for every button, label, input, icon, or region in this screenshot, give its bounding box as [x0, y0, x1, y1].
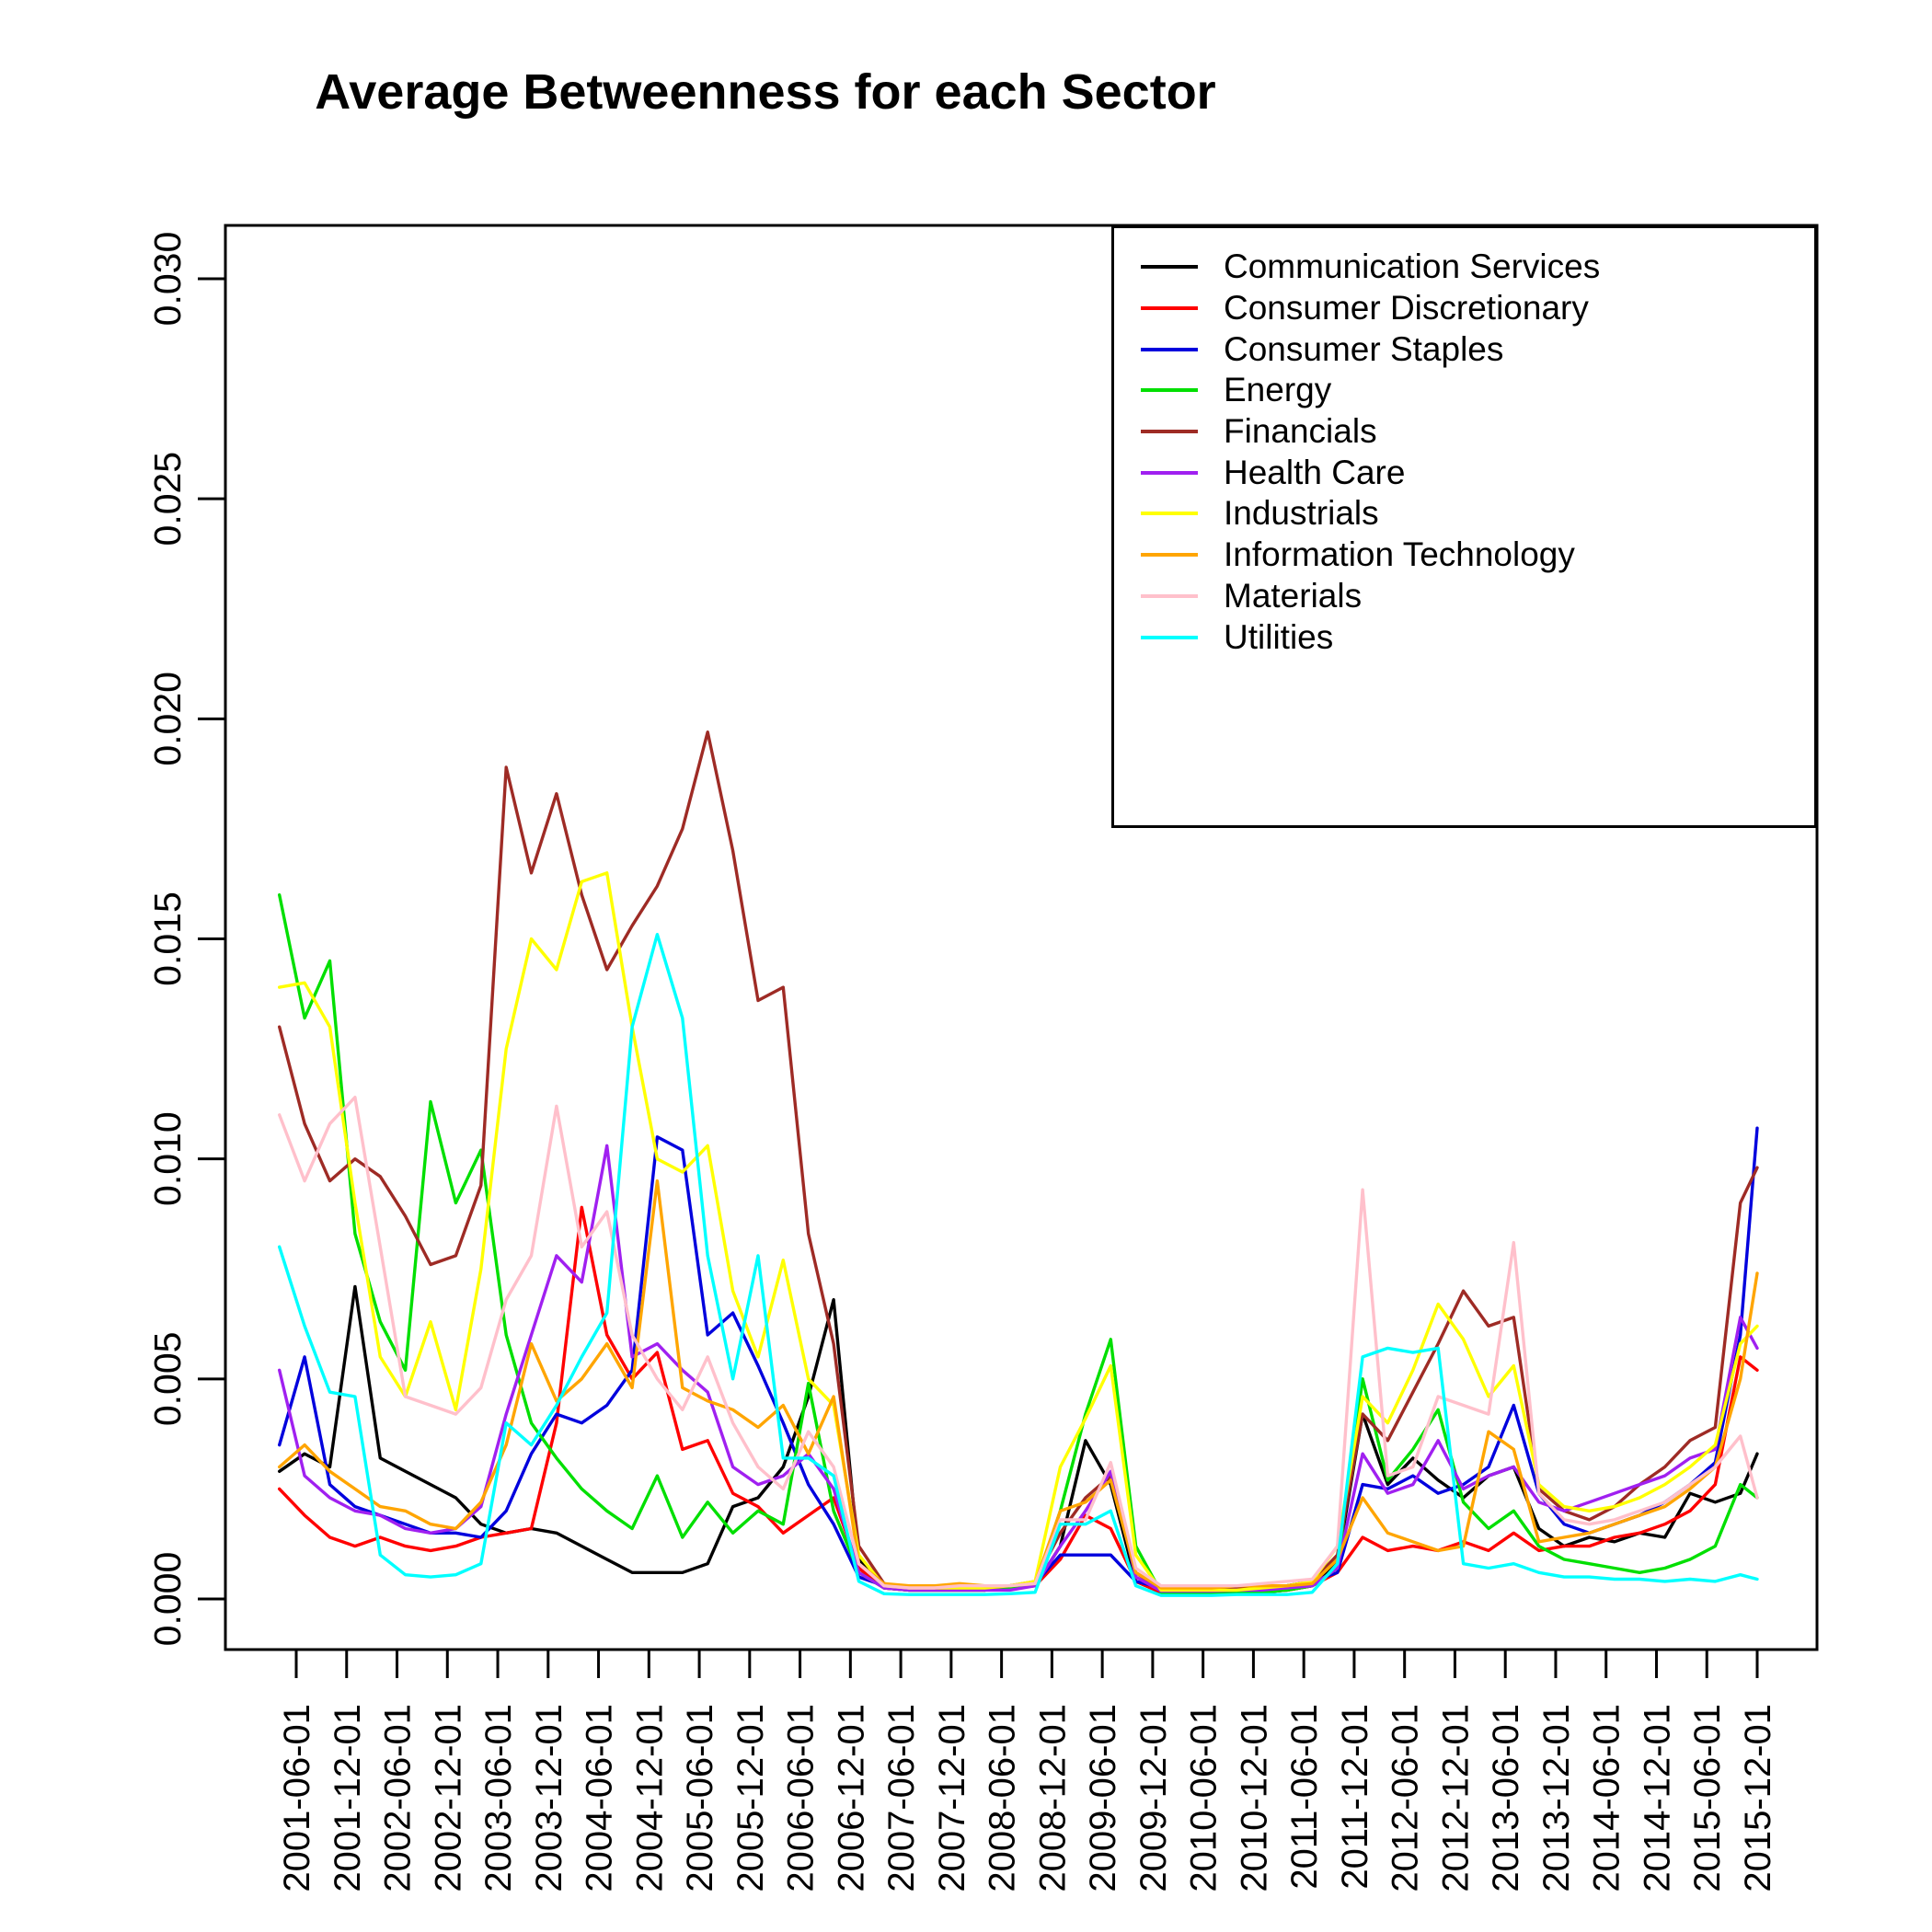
x-tick-label: 2008-12-01: [1032, 1704, 1074, 1892]
x-tick-label: 2006-06-01: [780, 1704, 822, 1892]
legend-color-line: [1141, 306, 1198, 310]
x-tick-label: 2004-06-01: [579, 1704, 620, 1892]
y-tick-label: 0.005: [146, 1331, 189, 1427]
legend-color-line: [1141, 594, 1198, 598]
legend-color-line: [1141, 388, 1198, 392]
x-tick-label: 2009-06-01: [1083, 1704, 1124, 1892]
chart-title: Average Betweenness for each Sector: [315, 64, 1216, 120]
y-tick-label: 0.020: [146, 672, 189, 766]
x-tick-label: 2012-12-01: [1435, 1704, 1477, 1892]
legend-color-line: [1141, 430, 1198, 433]
x-tick-label: 2002-06-01: [377, 1704, 419, 1892]
legend-color-line: [1141, 348, 1198, 351]
legend-item-label: Industrials: [1224, 494, 1379, 533]
legend-item: [1114, 411, 1814, 453]
x-tick-label: 2013-06-01: [1486, 1704, 1527, 1892]
legend-item-label: Communication Services: [1224, 247, 1601, 286]
x-tick-label: 2007-12-01: [931, 1704, 972, 1892]
legend-item: [1114, 370, 1814, 411]
series-line-energy: [280, 895, 1757, 1593]
x-tick-label: 2005-06-01: [680, 1704, 721, 1892]
y-tick-label: 0.030: [146, 231, 189, 327]
legend: [1111, 225, 1817, 828]
legend-item: [1114, 247, 1814, 288]
x-tick-label: 2010-06-01: [1183, 1704, 1225, 1892]
x-tick-label: 2004-12-01: [629, 1704, 671, 1892]
legend-item-label: Utilities: [1224, 617, 1334, 656]
legend-item: [1114, 493, 1814, 535]
x-tick-label: 2015-12-01: [1738, 1704, 1778, 1892]
x-tick-label: 2012-06-01: [1385, 1704, 1426, 1892]
x-tick-label: 2014-06-01: [1586, 1704, 1627, 1892]
x-tick-label: 2009-12-01: [1133, 1704, 1174, 1892]
legend-color-line: [1141, 636, 1198, 639]
x-tick-label: 2010-12-01: [1234, 1704, 1275, 1892]
x-tick-label: 2001-12-01: [327, 1704, 368, 1892]
legend-color-line: [1141, 512, 1198, 515]
legend-item-label: Consumer Discretionary: [1224, 288, 1589, 327]
y-tick-label: 0.015: [146, 891, 189, 986]
series-line-information-technology: [280, 1181, 1757, 1588]
x-tick-label: 2006-12-01: [831, 1704, 872, 1892]
x-tick-label: 2014-12-01: [1637, 1704, 1678, 1892]
legend-item-label: Health Care: [1224, 453, 1406, 491]
x-tick-label: 2002-12-01: [428, 1704, 469, 1892]
legend-color-line: [1141, 265, 1198, 269]
legend-item: [1114, 452, 1814, 493]
legend-item: [1114, 616, 1814, 658]
x-tick-label: 2011-06-01: [1284, 1704, 1326, 1890]
legend-item: [1114, 328, 1814, 370]
x-tick-label: 2003-12-01: [528, 1704, 569, 1892]
legend-item: [1114, 535, 1814, 576]
legend-item-label: Energy: [1224, 371, 1332, 409]
x-tick-label: 2015-06-01: [1687, 1703, 1729, 1892]
y-tick-label: 0.000: [146, 1551, 189, 1647]
y-tick-label: 0.010: [146, 1111, 189, 1206]
x-tick-label: 2008-06-01: [982, 1704, 1023, 1892]
y-tick-label: 0.025: [146, 451, 189, 546]
x-tick-label: 2007-06-01: [881, 1704, 923, 1892]
legend-item-label: Materials: [1224, 576, 1363, 615]
legend-item-label: Consumer Staples: [1224, 329, 1504, 368]
legend-color-line: [1141, 553, 1198, 557]
legend-item: [1114, 287, 1814, 328]
legend-item-label: Information Technology: [1224, 535, 1575, 574]
legend-item-label: Financials: [1224, 412, 1377, 450]
x-tick-label: 2003-06-01: [478, 1704, 520, 1892]
x-tick-label: 2005-12-01: [730, 1704, 771, 1892]
legend-item: [1114, 575, 1814, 616]
x-tick-label: 2011-12-01: [1334, 1704, 1375, 1890]
x-tick-label: 2013-12-01: [1535, 1704, 1577, 1892]
x-tick-label: 2001-06-01: [277, 1704, 317, 1892]
legend-color-line: [1141, 471, 1198, 475]
